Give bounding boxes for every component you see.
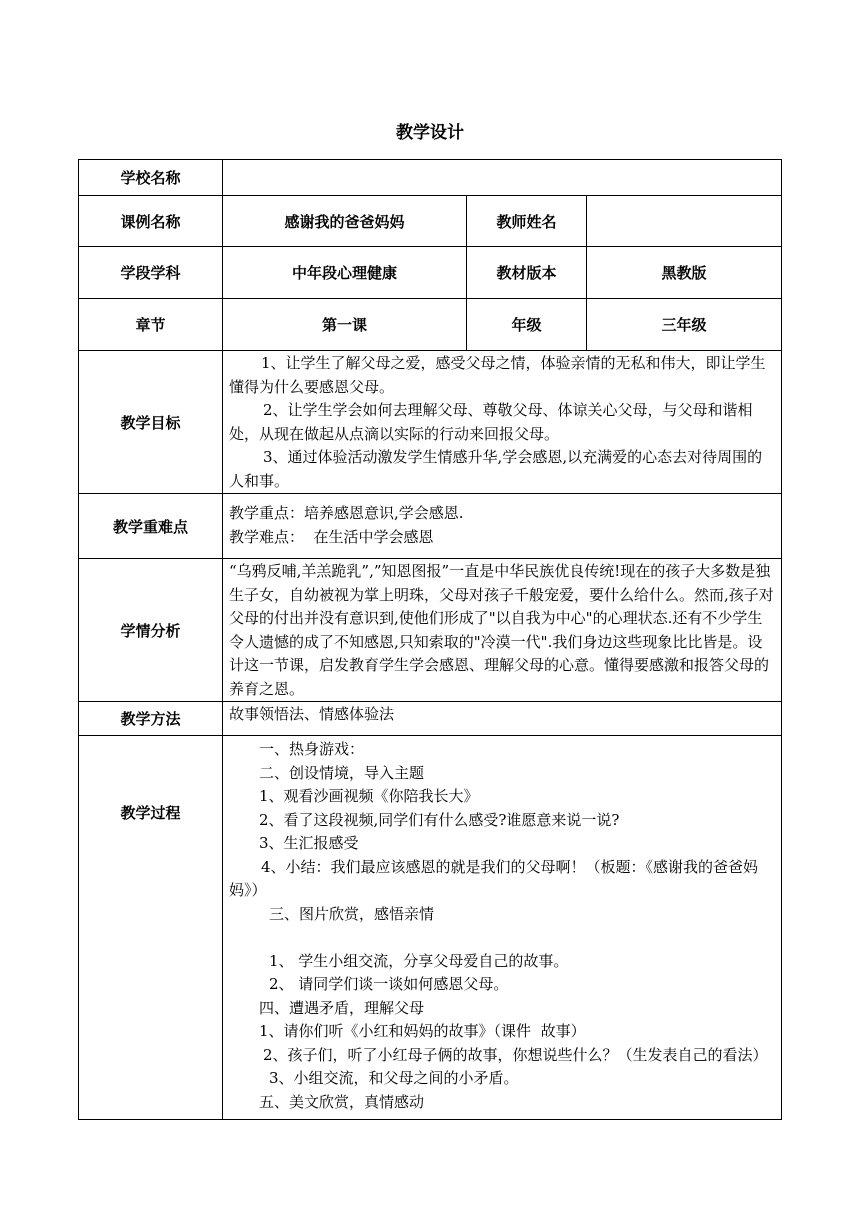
process-line: 2、看了这段视频,同学们有什么感受?谁愿意来说一说? [259,810,620,829]
goals-row [79,351,782,494]
process-line: 3、生汇报感受 [259,834,359,852]
lesson-row [79,196,782,247]
process-line: 3、小组交流，和父母之间的小矛盾。 [269,1069,519,1087]
keypoints-row [79,494,782,559]
process-line: 二、创设情境，导入主题 [259,763,425,782]
grade-value: 三年级 [587,299,782,351]
keypoint-item: 教学难点： 在生活中学会感恩 [229,527,434,546]
method-label: 教学方法 [79,702,223,736]
school-label: 学校名称 [79,160,223,196]
process-line: 五、美文欣赏，真情感动 [259,1092,425,1111]
school-row [79,160,782,196]
keypoints-content [223,494,782,559]
grade-label: 年级 [467,299,587,351]
lesson-label: 课例名称 [79,196,223,247]
school-value [223,160,782,196]
textbook-label: 教材版本 [467,247,587,299]
lesson-value: 感谢我的爸爸妈妈 [223,196,467,247]
analysis-row [79,559,782,702]
goal-item: 3、通过体验活动激发学生情感升华,学会感恩,以充满爱的心态去对待周围的人和事。 [229,448,763,490]
goals-content [223,351,782,494]
analysis-label: 学情分析 [79,559,223,702]
page-title: 教学设计 [396,123,464,143]
process-line: 1、观看沙画视频《你陪我长大》 [259,787,479,805]
chapter-value: 第一课 [223,299,467,351]
process-line: 4、小结：我们最应该感恩的就是我们的父母啊！（板题：《感谢我的爸爸妈妈》） [229,857,759,899]
process-line: 一、热身游戏： [259,740,365,758]
method-content [223,702,782,736]
stage-label: 学段学科 [79,247,223,299]
teacher-value [587,196,782,247]
process-line [229,926,775,950]
keypoints-label: 教学重难点 [79,494,223,559]
method-text: 故事领悟法、情感体验法 [229,705,395,723]
process-line: 2、孩子们，听了小红母子俩的故事，你想说些什么？（生发表自己的看法） [263,1045,768,1064]
textbook-value: 黑教版 [587,247,782,299]
process-line: 四、遭遇矛盾，理解父母 [259,998,425,1017]
keypoint-item: 教学重点：培养感恩意识,学会感恩. [229,504,464,522]
analysis-content [223,559,782,702]
chapter-label: 章节 [79,299,223,351]
process-row [79,736,782,1120]
method-row [79,702,782,736]
chapter-row [79,299,782,351]
process-line: 1、 学生小组交流，分享父母爱自己的故事。 [269,951,569,970]
goal-item: 2、让学生学会如何去理解父母、尊敬父母、体谅关心父母，与父母和谐相处，从现在做起从点滴以实际的行动来回报父母。 [229,401,753,443]
process-line: 三、图片欣赏，感悟亲情 [269,904,435,923]
process-label: 教学过程 [79,736,223,1120]
stage-row [79,247,782,299]
stage-value: 中年段心理健康 [223,247,467,299]
teacher-label: 教师姓名 [467,196,587,247]
goals-label: 教学目标 [79,351,223,494]
process-line: 2、 请同学们谈一谈如何感恩父母。 [269,975,509,993]
lesson-design-table [78,159,782,1120]
process-line: 1、请你们听《小红和妈妈的故事》（课件 故事） [259,1022,586,1040]
goal-item: 1、让学生了解父母之爱，感受父母之情，体验亲情的无私和伟大，即让学生懂得为什么要感恩父母。 [229,354,766,396]
analysis-text: “乌鸦反哺,羊羔跪乳”,”知恩图报”一直是中华民族优良传统!现在的孩子大多数是独生子女，自幼被视为掌上明珠，父母对孩子千般宠爱，要什么给什么。然而,孩子对父母的付出并没有意识到,使他们形成了"以自我为中心"的心理状态.还有不少学生令人遗憾的成了不知感恩,只知索取的"冷漠一代".我们身边这些现象比比皆是。设计这一节课，启发教育学生学会感恩、理解父母的心意。懂得要感激和报答父母的养育之恩。 [229,562,774,698]
process-content [223,736,782,1120]
